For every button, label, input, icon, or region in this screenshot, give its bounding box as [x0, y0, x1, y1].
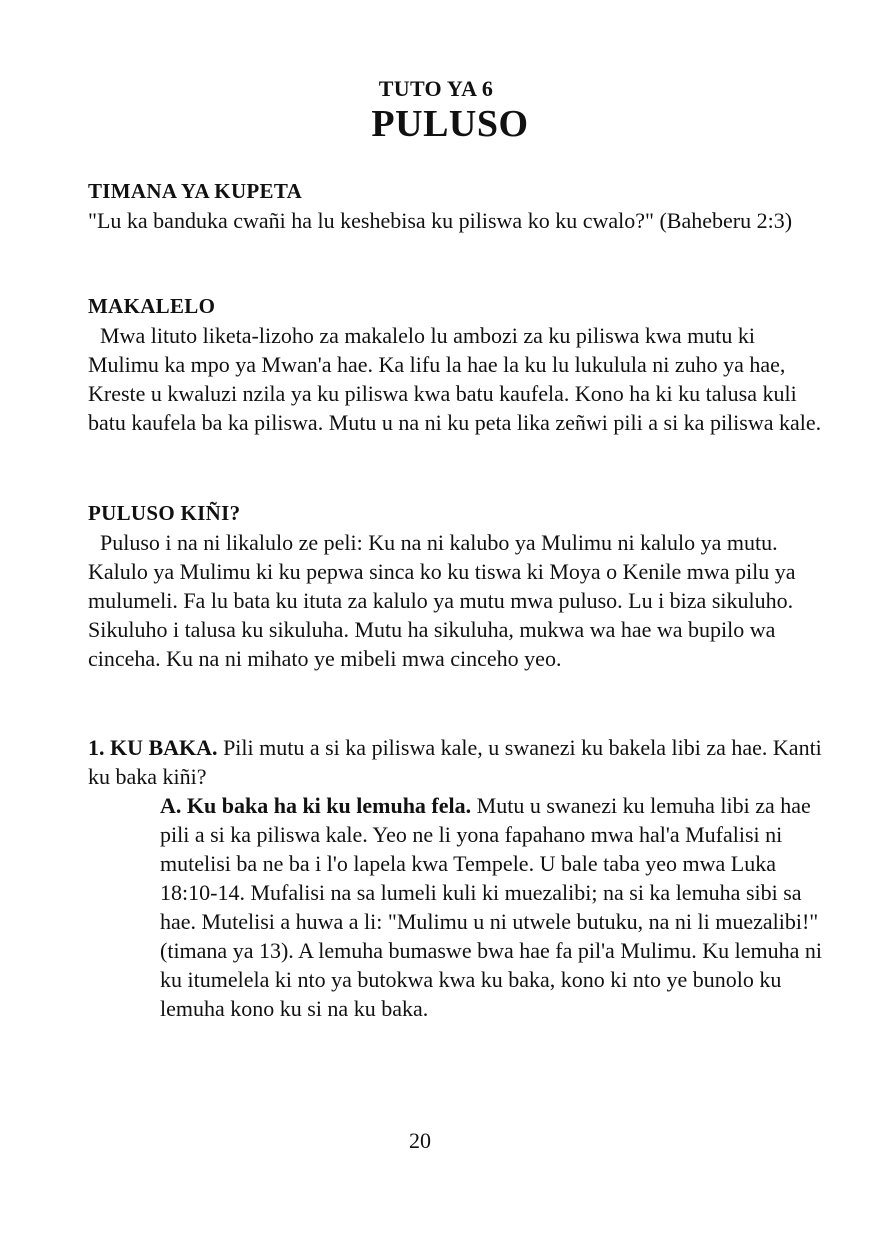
memory-verse-quote: "Lu ka banduka cwañi ha lu keshebisa ku piliswa ko ku cwalo?" (Baheberu 2:3) [88, 208, 793, 233]
subsection-a-paragraph: Mutu u swanezi ku lemuha libi za hae pili a si ka piliswa kale. Yeo ne li yona fapahano mwa hal'a Mufalisi ni mutelisi ba ne ba i l'o lapela kwa Tempele. U bale taba yeo mwa Luka 18:10-14. Mufalisi na sa lumeli kuli ki muezalibi; na si ka lemuha sibi sa hae. Mutelisi a huwa a li: "Mulimu u ni utwele butuku, na ni li muezalibi!" (timana ya 13). A lemuha bumaswe bwa hae fa pil'a Mulimu. Ku lemuha ni ku itumelela ki nto ya butokwa kwa ku baka, kono ki nto ye bunolo ku lemuha kono ku si na ku baka. [160, 793, 822, 1021]
what-is-salvation-heading: PULUSO KIÑI? [88, 501, 241, 525]
lesson-number: TUTO YA 6 [378, 76, 494, 101]
repentance-subsection-a [160, 791, 825, 1023]
memory-verse-heading: TIMANA YA KUPETA [88, 179, 303, 203]
what-is-salvation-section [88, 499, 828, 673]
introduction-heading: MAKALELO [88, 294, 216, 318]
what-is-salvation-paragraph: Puluso i na ni likalulo ze peli: Ku na ni kalubo ya Mulimu ni kalulo ya mutu. Kalulo ya Mulimu ki ku pepwa sinca ko ku tiswa ki Moya o Kenile mwa pilu ya mulumeli. Fa lu bata ku ituta za kalulo ya mutu mwa puluso. Lu i biza sikuluho. Sikuluho i talusa ku sikuluha. Mutu ha sikuluha, mukwa wa hae wa bupilo wa cinceha. Ku na ni mihato ye mibeli mwa cinceho yeo. [88, 530, 796, 671]
repentance-lead: 1. KU BAKA. [88, 735, 218, 760]
memory-verse-section [88, 177, 828, 235]
page-number: 20 [409, 1128, 431, 1153]
introduction-section [88, 292, 828, 437]
repentance-section [88, 733, 828, 791]
subsection-a-lead: A. Ku baka ha ki ku lemuha fela. [160, 793, 472, 818]
page-title: PULUSO [371, 103, 529, 145]
repentance-paragraph: Pili mutu a si ka piliswa kale, u swanezi ku bakela libi za hae. Kanti ku baka kiñi? [88, 735, 822, 789]
introduction-paragraph: Mwa lituto liketa-lizoho za makalelo lu ambozi za ku piliswa kwa mutu ki Mulimu ka mpo ya Mwan'a hae. Ka lifu la hae la ku lu lukulula ni zuho ya hae, Kreste u kwaluzi nzila ya ku piliswa kwa batu kaufela. Kono ha ki ku talusa kuli batu kaufela ba ka piliswa. Mutu u na ni ku peta lika zeñwi pili a si ka piliswa kale. [88, 323, 822, 435]
